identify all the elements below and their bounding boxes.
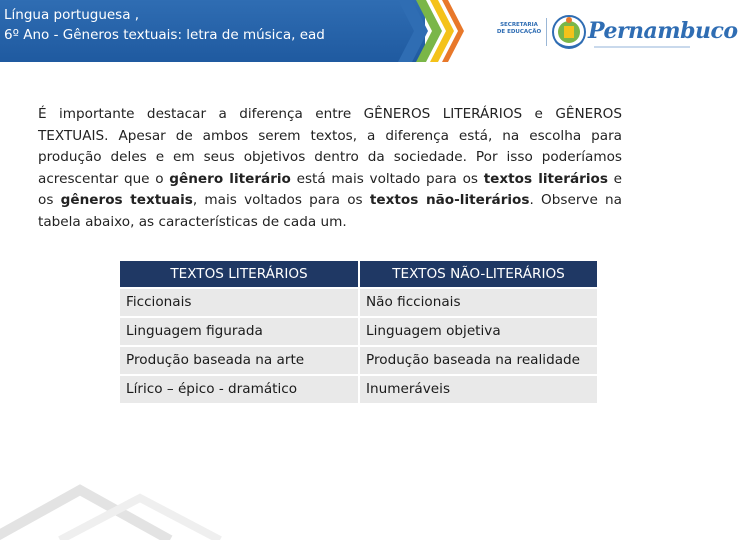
table-cell: Linguagem objetiva <box>360 318 597 345</box>
paragraph-text-4: , mais voltados para os <box>192 192 370 209</box>
header-chevrons-icon <box>398 0 470 62</box>
table-cell: Não ficcionais <box>360 289 597 316</box>
paragraph-bold-1: gênero literário <box>169 170 291 187</box>
table-cell: Lírico – épico - dramático <box>120 376 358 403</box>
paragraph-bold-4: textos não-literários <box>369 192 530 209</box>
paragraph-bold-2: textos literários <box>483 170 608 187</box>
table-row <box>120 376 597 403</box>
table-row <box>120 289 597 316</box>
gov-line-decoration <box>594 44 690 50</box>
paragraph-bold-3: gêneros textuais <box>60 192 193 209</box>
table-cell: Inumeráveis <box>360 376 597 403</box>
paragraph-text-1: É importante destacar a diferença entre GÊNEROS LITERÁRIOS e GÊNEROS TEXTUAIS. Apesar de ambos serem textos, a diferença está, na escolha para produção deles e em seus objetivos dentro da sociedade. Por isso poderíamos acrescentar que o <box>38 106 622 187</box>
header-title-line1: Língua portuguesa , <box>4 7 140 23</box>
header-title <box>4 5 325 45</box>
comparison-table <box>118 259 599 405</box>
header-title-line2: 6º Ano - Gêneros textuais: letra de música, ead <box>4 27 325 43</box>
table-header-nao-literarios: TEXTOS NÃO-LITERÁRIOS <box>360 261 597 287</box>
table-header-literarios: TEXTOS LITERÁRIOS <box>120 261 358 287</box>
footer-chevrons-icon <box>0 478 260 540</box>
table-cell: Linguagem figurada <box>120 318 358 345</box>
table-header-row <box>120 261 597 287</box>
table-row <box>120 347 597 374</box>
table-row <box>120 318 597 345</box>
intro-paragraph <box>38 104 622 234</box>
state-seal-icon <box>550 12 588 52</box>
paragraph-text-2: está mais voltado para os <box>290 170 484 187</box>
logo-divider <box>546 18 547 46</box>
paragraph-text-5: . Observe na tabela abaixo, as características de cada um. <box>38 192 623 230</box>
paragraph-text-3: e os <box>38 170 623 209</box>
table-cell: Produção baseada na arte <box>120 347 358 374</box>
header-band <box>0 0 738 62</box>
table-cell: Produção baseada na realidade <box>360 347 597 374</box>
pernambuco-wordmark: Pernambuco <box>588 18 738 44</box>
table-cell: Ficcionais <box>120 289 358 316</box>
secretaria-label: SECRETARIA DE EDUCAÇÃO <box>496 22 542 35</box>
government-logo <box>488 8 738 56</box>
